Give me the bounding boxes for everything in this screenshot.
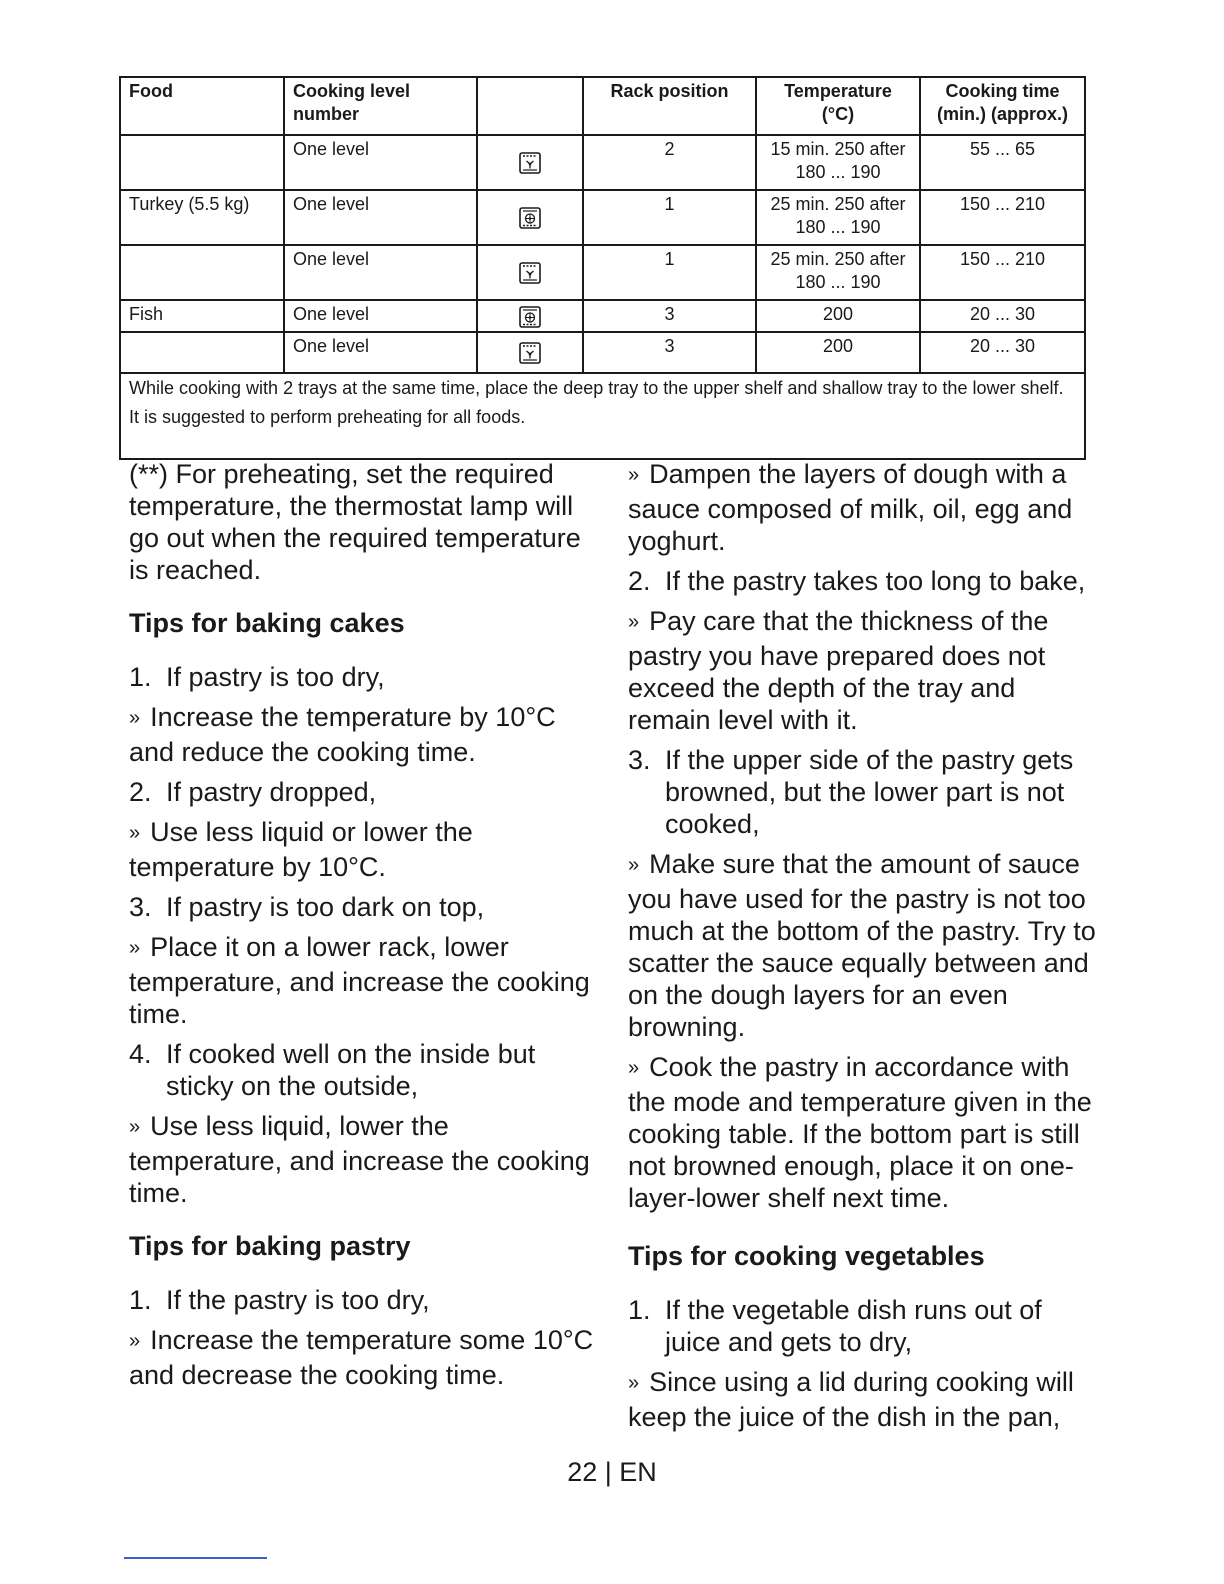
table-notes-row (120, 373, 1085, 459)
temperature-line2: 180 ... 190 (795, 162, 881, 182)
cake-fix-2 (129, 816, 597, 883)
bullet-text: Since using a lid during cooking will keep the juice of the dish in the pan, (628, 1367, 1074, 1432)
pastry-tip-1 (129, 1284, 597, 1316)
list-number: 3. (129, 892, 152, 922)
cake-tip-1 (129, 661, 597, 693)
list-text: If pastry is too dry, (166, 662, 385, 692)
bullet-text: Pay care that the thickness of the pastry you have prepared does not exceed the depth of the tray and remain level with it. (628, 606, 1049, 735)
bullet-icon: » (628, 611, 640, 633)
header-temperature (756, 77, 920, 135)
cell-temperature (756, 190, 920, 245)
veg-tip-1 (628, 1294, 1098, 1358)
list-text: If the pastry takes too long to bake, (665, 566, 1086, 596)
cell-cooking-level: One level (284, 300, 477, 332)
cell-temperature: 200 (756, 332, 920, 373)
list-number: 2. (628, 566, 651, 596)
header-temperature-line1: Temperature (784, 81, 892, 101)
fan-grill-icon (519, 152, 541, 174)
bullet-icon: » (628, 464, 640, 486)
header-cooking-time-line2: (min.) (approx.) (937, 104, 1068, 124)
fan-heater-icon (519, 207, 541, 229)
cell-cooking-level: One level (284, 245, 477, 300)
temperature-line1: 15 min. 250 after (770, 139, 906, 159)
header-cooking-level: Cooking level number (284, 77, 477, 135)
cell-cooking-level: One level (284, 332, 477, 373)
header-cooking-time-line1: Cooking time (945, 81, 1060, 101)
list-number: 1. (129, 662, 152, 692)
bullet-text: Cook the pastry in accordance with the mode and temperature given in the cooking table. If the bottom part is still not browned enough, place it on one-layer-lower shelf next time. (628, 1052, 1092, 1213)
cake-fix-4 (129, 1110, 597, 1209)
bullet-icon: » (129, 822, 141, 844)
temperature-line2: 180 ... 190 (795, 217, 881, 237)
cell-rack-position: 3 (583, 332, 756, 373)
fan-grill-icon (519, 342, 541, 364)
cell-rack-position: 2 (583, 135, 756, 190)
cell-rack-position: 3 (583, 300, 756, 332)
bullet-text: Dampen the layers of dough with a sauce composed of milk, oil, egg and yoghurt. (628, 459, 1073, 556)
cell-cooking-time: 150 ... 210 (920, 245, 1085, 300)
cell-cooking-time: 55 ... 65 (920, 135, 1085, 190)
cake-fix-3 (129, 931, 597, 1030)
bullet-icon: » (129, 1330, 141, 1352)
cell-cooking-time: 20 ... 30 (920, 300, 1085, 332)
cell-cooking-level: One level (284, 135, 477, 190)
table-row (120, 245, 1085, 300)
pastry-tip-3 (628, 744, 1098, 840)
header-food: Food (120, 77, 284, 135)
list-number: 1. (628, 1295, 651, 1325)
page-number: 22 | EN (567, 1457, 657, 1487)
list-text: If pastry is too dark on top, (166, 892, 485, 922)
list-number: 2. (129, 777, 152, 807)
preheating-note: (**) For preheating, set the required temperature, the thermostat lamp will go out when the required temperature is reached. (129, 459, 581, 585)
pastry-tip-2 (628, 565, 1098, 597)
table-row (120, 135, 1085, 190)
fan-grill-icon (519, 262, 541, 284)
veg-fix-1 (628, 1366, 1098, 1433)
bullet-icon: » (628, 1372, 640, 1394)
cooking-table (119, 76, 1086, 460)
table-header-row (120, 77, 1085, 135)
pastry-fix-3a (628, 848, 1098, 1043)
pastry-heading: Tips for baking pastry (129, 1231, 411, 1261)
cell-temperature: 200 (756, 300, 920, 332)
header-temperature-line2: (°C) (821, 104, 855, 124)
bullet-icon: » (129, 937, 141, 959)
pastry-fix-1 (129, 1324, 597, 1391)
pastry-fix-1b (628, 458, 1098, 557)
cake-tip-4 (129, 1038, 597, 1102)
cell-food: Turkey (5.5 kg) (120, 190, 284, 245)
cell-cooking-time: 20 ... 30 (920, 332, 1085, 373)
cell-food (120, 245, 284, 300)
bullet-icon: » (628, 854, 640, 876)
list-number: 4. (129, 1039, 152, 1069)
bullet-text: Use less liquid or lower the temperature by 10°C. (129, 817, 473, 882)
left-column (129, 458, 597, 1399)
table-row (120, 190, 1085, 245)
list-text: If the pastry is too dry, (166, 1285, 430, 1315)
cell-cooking-level: One level (284, 190, 477, 245)
bullet-text: Make sure that the amount of sauce you have used for the pastry is not too much at the bottom of the pastry. Try to scatter the sauce equally between and on the dough layers for an even browning. (628, 849, 1096, 1042)
bullet-icon: » (129, 707, 141, 729)
table-row (120, 332, 1085, 373)
temperature-line2: 180 ... 190 (795, 272, 881, 292)
cell-food: Fish (120, 300, 284, 332)
cell-temperature (756, 245, 920, 300)
temperature-line1: 25 min. 250 after (770, 249, 906, 269)
bullet-icon: » (628, 1057, 640, 1079)
cell-food (120, 332, 284, 373)
fan-heater-icon (519, 306, 541, 328)
header-rack-position: Rack position (583, 77, 756, 135)
cake-fix-1 (129, 701, 597, 768)
table-notes (120, 373, 1085, 459)
header-cooking-time (920, 77, 1085, 135)
temperature-line1: 25 min. 250 after (770, 194, 906, 214)
cell-rack-position: 1 (583, 245, 756, 300)
pastry-fix-3b (628, 1051, 1098, 1214)
note-two-trays: While cooking with 2 trays at the same time, place the deep tray to the upper shelf and shallow tray to the lower shelf. (129, 378, 1064, 398)
bullet-text: Use less liquid, lower the temperature, and increase the cooking time. (129, 1111, 590, 1208)
list-text: If pastry dropped, (166, 777, 377, 807)
bullet-text: Increase the temperature some 10°C and decrease the cooking time. (129, 1325, 594, 1390)
list-text: If the upper side of the pastry gets browned, but the lower part is not cooked, (665, 745, 1074, 839)
footer-underline (124, 1557, 267, 1559)
header-icon (477, 77, 583, 135)
cell-rack-position: 1 (583, 190, 756, 245)
bullet-text: Place it on a lower rack, lower temperature, and increase the cooking time. (129, 932, 590, 1029)
list-number: 3. (628, 745, 651, 775)
cake-tip-2 (129, 776, 597, 808)
list-text: If cooked well on the inside but sticky on the outside, (166, 1039, 536, 1101)
list-number: 1. (129, 1285, 152, 1315)
right-column (628, 458, 1098, 1441)
list-text: If the vegetable dish runs out of juice and gets to dry, (665, 1295, 1042, 1357)
cake-tip-3 (129, 891, 597, 923)
bullet-text: Increase the temperature by 10°C and reduce the cooking time. (129, 702, 556, 767)
vegetables-heading: Tips for cooking vegetables (628, 1241, 985, 1271)
pastry-fix-2 (628, 605, 1098, 736)
cell-food (120, 135, 284, 190)
note-preheating: It is suggested to perform preheating for all foods. (129, 407, 526, 427)
cell-temperature (756, 135, 920, 190)
cell-cooking-time: 150 ... 210 (920, 190, 1085, 245)
cakes-heading: Tips for baking cakes (129, 608, 405, 638)
bullet-icon: » (129, 1116, 141, 1138)
table-row (120, 300, 1085, 332)
